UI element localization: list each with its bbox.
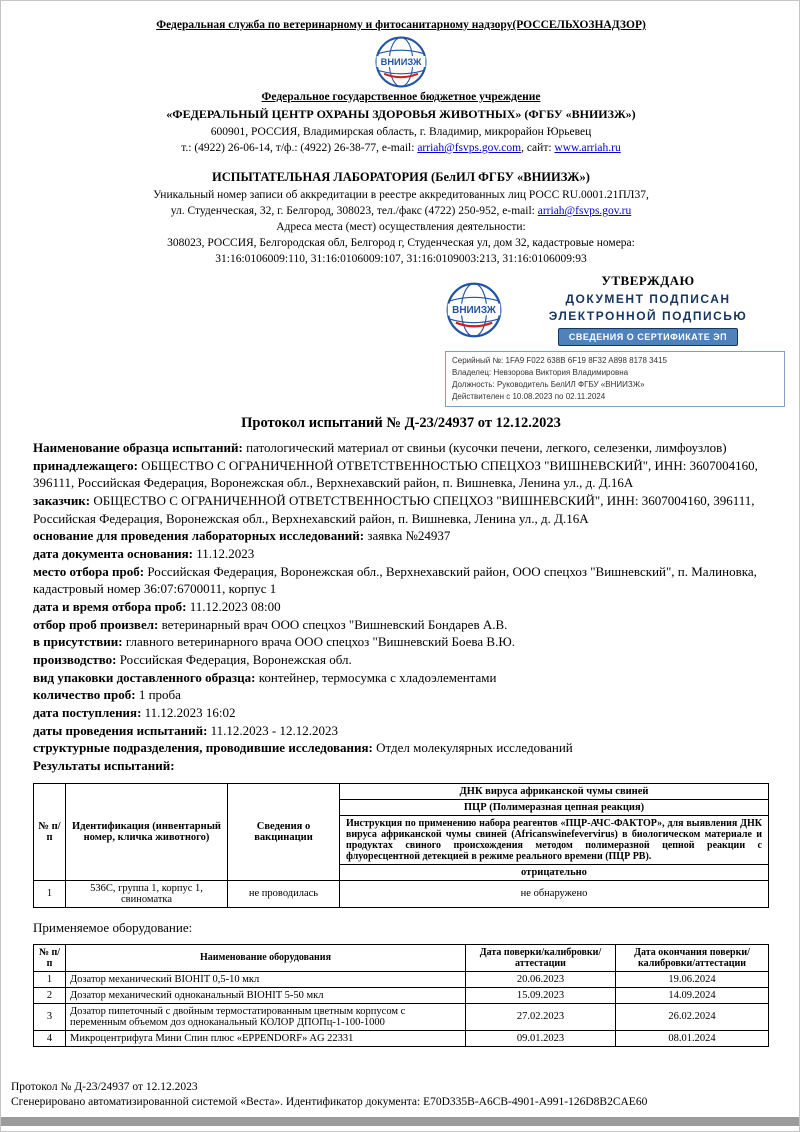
equipment-name: Дозатор пипеточный с двойным термостатированным цветным корпусом с переменным объемом доз одноканальный КОЛОР ДПОПц-1-100-1000 bbox=[66, 1003, 466, 1030]
field-value: 11.12.2023 - 12.12.2023 bbox=[210, 722, 339, 738]
field-value: 1 проба bbox=[138, 687, 181, 703]
field-value: 11.12.2023 16:02 bbox=[144, 705, 236, 721]
results-heading: Результаты испытаний: bbox=[33, 758, 175, 774]
stamp-text-block bbox=[511, 273, 785, 346]
agency-header: Федеральная служба по ветеринарному и фитосанитарному надзору(РОССЕЛЬХОЗНАДЗОР) bbox=[156, 19, 646, 31]
field-label: отбор проб произвел: bbox=[33, 616, 159, 632]
contacts-text-2: , сайт: bbox=[521, 142, 555, 154]
cadastral-numbers: 31:16:0106009:110, 31:16:0106009:107, 31:16:0109003:213, 31:16:0106009:93 bbox=[215, 253, 587, 265]
equipment-name: Микроцентрифуга Мини Спин плюс «EPPENDORF» AG 22331 bbox=[66, 1030, 466, 1046]
stamp-top-row bbox=[445, 273, 785, 346]
footer-protocol-number: Протокол № Д-23/24937 от 12.12.2023 bbox=[11, 1080, 198, 1093]
field-label: принадлежащего: bbox=[33, 457, 138, 473]
cert-validity: Действителен с 10.08.2023 по 02.11.2024 bbox=[452, 392, 606, 401]
field-value: патологический материал от свиньи (кусочки печени, легкого, селезенки, лимфоузлов) bbox=[246, 440, 727, 455]
field-sampling-datetime bbox=[33, 598, 769, 616]
signature-stamp bbox=[445, 273, 785, 407]
equipment-date: 27.02.2023 bbox=[466, 1003, 616, 1030]
equipment-row bbox=[34, 1003, 769, 1030]
result-row-id: 536С, группа 1, корпус 1, свиноматка bbox=[66, 880, 228, 907]
field-label: место отбора проб: bbox=[33, 563, 145, 579]
field-label: в присутствии: bbox=[33, 634, 123, 650]
equipment-num: 2 bbox=[34, 987, 66, 1003]
lab-contacts-text: ул. Студенческая, 32, г. Белгород, 308023, тел./факс (4722) 250-952, e-mail: bbox=[170, 205, 538, 217]
cert-serial: Серийный №: 1FA9 F022 638B 6F19 8F32 A898 8178 3415 bbox=[452, 356, 667, 365]
equipment-date: 20.06.2023 bbox=[466, 971, 616, 987]
result-row-vaccination: не проводилась bbox=[228, 880, 340, 907]
field-value: Отдел молекулярных исследований bbox=[376, 740, 573, 756]
field-customer bbox=[33, 492, 769, 527]
org-site-link[interactable]: www.arriah.ru bbox=[554, 142, 621, 154]
footer bbox=[11, 1080, 647, 1111]
field-value: 11.12.2023 08:00 bbox=[189, 599, 281, 615]
field-label: заказчик: bbox=[33, 493, 91, 509]
org-email-link[interactable]: arriah@fsvps.gov.com bbox=[417, 142, 522, 154]
stamp-logo-text: ВНИИЗЖ bbox=[452, 304, 496, 316]
field-label: вид упаковки доставленного образца: bbox=[33, 669, 256, 685]
org-contacts bbox=[33, 142, 769, 154]
results-method-header: ПЦР (Полимеразная цепная реакция) bbox=[340, 799, 769, 815]
field-value: главного ветеринарного врача ООО спецхоз "Вишневский Боева В.Ю. bbox=[125, 634, 515, 650]
results-table bbox=[33, 783, 769, 908]
field-departments bbox=[33, 739, 769, 757]
equipment-col-date-header: Дата поверки/калибровки/аттестации bbox=[466, 944, 616, 971]
equipment-expiry: 08.01.2024 bbox=[616, 1030, 769, 1046]
field-sampling-place bbox=[33, 563, 769, 598]
equipment-date: 09.01.2023 bbox=[466, 1030, 616, 1046]
field-value: заявка №24937 bbox=[367, 528, 451, 544]
field-label: структурные подразделения, проводившие исследования: bbox=[33, 740, 373, 756]
field-label: основание для проведения лабораторных исследований: bbox=[33, 528, 365, 544]
field-packaging bbox=[33, 669, 769, 687]
equipment-col-name-header: Наименование оборудования bbox=[66, 944, 466, 971]
stamp-e-signature: ЭЛЕКТРОННОЙ ПОДПИСЬЮ bbox=[548, 309, 748, 323]
cert-position: Должность: Руководитель БелИЛ ФГБУ «ВНИИЗЖ» bbox=[452, 380, 645, 389]
equipment-num: 3 bbox=[34, 1003, 66, 1030]
equipment-expiry: 26.02.2024 bbox=[616, 1003, 769, 1030]
field-value: ОБЩЕСТВО С ОГРАНИЧЕННОЙ ОТВЕТСТВЕННОСТЬЮ СПЕЦХОЗ "ВИШНЕВСКИЙ", ИНН: 3607004160, 396111, Российская Федерация, Воронежская обл., Верхнехавский район, п. Вишневка, Ленина ул., д. Д.16А bbox=[33, 457, 758, 491]
equipment-date: 15.09.2023 bbox=[466, 987, 616, 1003]
equipment-name: Дозатор механический одноканальный BIOHIT 5-50 мкл bbox=[66, 987, 466, 1003]
stamp-doc-signed: ДОКУМЕНТ ПОДПИСАН bbox=[565, 292, 731, 306]
page-break-strip bbox=[1, 1117, 799, 1126]
equipment-col-num-header: № п/п bbox=[34, 944, 66, 971]
field-basis-date bbox=[33, 545, 769, 563]
org-name: «ФЕДЕРАЛЬНЫЙ ЦЕНТР ОХРАНЫ ЗДОРОВЬЯ ЖИВОТНЫХ» (ФГБУ «ВНИИЗЖ») bbox=[166, 107, 636, 121]
equipment-table bbox=[33, 944, 769, 1047]
field-sample-name bbox=[33, 439, 769, 457]
result-row-num: 1 bbox=[34, 880, 66, 907]
equipment-col-expiry-header: Дата окончания поверки/калибровки/аттестации bbox=[616, 944, 769, 971]
equipment-num: 1 bbox=[34, 971, 66, 987]
stamp-approve: УТВЕРЖДАЮ bbox=[601, 273, 695, 288]
accreditation-line: Уникальный номер записи об аккредитации в реестре аккредитованных лиц РОСС RU.0001.21ПЛ37, bbox=[153, 189, 649, 201]
results-col-id-header: Идентификация (инвентарный номер, кличка животного) bbox=[66, 783, 228, 880]
field-basis bbox=[33, 527, 769, 545]
field-label: дата поступления: bbox=[33, 705, 142, 721]
lab-email-link[interactable]: arriah@fsvps.gov.ru bbox=[537, 205, 632, 217]
lab-name: ИСПЫТАТЕЛЬНАЯ ЛАБОРАТОРИЯ (БелИЛ ФГБУ «ВНИИЗЖ») bbox=[212, 170, 590, 184]
field-production bbox=[33, 651, 769, 669]
org-address: 600901, РОССИЯ, Владимирская область, г. Владимир, микрорайон Юрьевец bbox=[210, 126, 592, 138]
result-row-result: не обнаружено bbox=[340, 880, 769, 907]
field-value: Российская Федерация, Воронежская обл., Верхнехавский район, ООО спецхоз "Вишневский", п. Малиновка, кадастровый номер 36:07:6700011, корпус 1 bbox=[33, 563, 757, 597]
certificate-info-button[interactable]: СВЕДЕНИЯ О СЕРТИФИКАТЕ ЭП bbox=[558, 328, 738, 346]
activity-label: Адреса места (мест) осуществления деятельности: bbox=[276, 221, 526, 233]
field-value: 11.12.2023 bbox=[196, 546, 255, 562]
equipment-label: Применяемое оборудование: bbox=[33, 919, 193, 935]
field-sampled-by bbox=[33, 616, 769, 634]
field-owner bbox=[33, 457, 769, 492]
equipment-expiry: 19.06.2024 bbox=[616, 971, 769, 987]
cert-owner: Владелец: Невзорова Виктория Владимировна bbox=[452, 368, 629, 377]
protocol-fields bbox=[33, 439, 769, 775]
results-analyte-header: ДНК вируса африканской чумы свиней bbox=[340, 783, 769, 799]
equipment-expiry: 14.09.2024 bbox=[616, 987, 769, 1003]
field-value: Российская Федерация, Воронежская обл. bbox=[119, 652, 352, 668]
field-label: количество проб: bbox=[33, 687, 136, 703]
results-norm-header: отрицательно bbox=[340, 864, 769, 880]
activity-address: 308023, РОССИЯ, Белгородская обл, Белгород г, Студенческая ул, дом 32, кадастровые номера: bbox=[167, 237, 635, 249]
equipment-num: 4 bbox=[34, 1030, 66, 1046]
field-label: даты проведения испытаний: bbox=[33, 722, 208, 738]
equipment-row bbox=[34, 987, 769, 1003]
results-col-vaccination-header: Сведения о вакцинации bbox=[228, 783, 340, 880]
results-col-num-header: № п/п bbox=[34, 783, 66, 880]
field-sample-count bbox=[33, 686, 769, 704]
logo-text: ВНИИЗЖ bbox=[380, 56, 422, 67]
protocol-title: Протокол испытаний № Д-23/24937 от 12.12.2023 bbox=[241, 415, 561, 431]
field-label: дата и время отбора проб: bbox=[33, 599, 187, 615]
field-label: производство: bbox=[33, 652, 117, 668]
contacts-text-1: т.: (4922) 26-06-14, т/ф.: (4922) 26-38-77, e-mail: bbox=[181, 142, 418, 154]
results-instruction-header: Инструкция по применению набора реагентов «ПЦР-АЧС-ФАКТОР», для выявления ДНК вируса африканской чумы свиней (Africanswinefevervirus) в биологическом материале и продуктах свиного происхождения методом полимеразной цепной реакции с флуоресцентной детекцией в режиме реального времени (ПЦР РВ). bbox=[340, 815, 769, 864]
stamp-logo-icon bbox=[445, 281, 503, 339]
field-test-dates bbox=[33, 722, 769, 740]
results-row bbox=[34, 880, 769, 907]
field-value: ветеринарный врач ООО спецхоз "Вишневский Бондарев А.В. bbox=[161, 616, 508, 632]
field-value: ОБЩЕСТВО С ОГРАНИЧЕННОЙ ОТВЕТСТВЕННОСТЬЮ СПЕЦХОЗ "ВИШНЕВСКИЙ", ИНН: 3607004160, 396111, Российская Федерация, Воронежская обл., Верхнехавский район, п. Вишневка, Ленина ул., д. Д.16А bbox=[33, 493, 755, 526]
vniizh-logo-icon bbox=[374, 35, 428, 89]
field-witnessed-by bbox=[33, 633, 769, 651]
equipment-header-row bbox=[34, 944, 769, 971]
lab-contacts bbox=[33, 205, 769, 217]
equipment-row bbox=[34, 1030, 769, 1046]
org-type: Федеральное государственное бюджетное учреждение bbox=[261, 91, 541, 103]
certificate-details bbox=[445, 351, 785, 407]
equipment-name: Дозатор механический BIOHIT 0,5-10 мкл bbox=[66, 971, 466, 987]
footer-generated-note: Сгенерировано автоматизированной системой «Веста». Идентификатор документа: E70D335B-A6CB-4901-A991-126D8B2CAE60 bbox=[11, 1096, 648, 1109]
field-received-date bbox=[33, 704, 769, 722]
field-value: контейнер, термосумка с хладоэлементами bbox=[258, 669, 497, 685]
equipment-row bbox=[34, 971, 769, 987]
field-label: Наименование образца испытаний: bbox=[33, 440, 243, 455]
field-label: дата документа основания: bbox=[33, 546, 193, 562]
